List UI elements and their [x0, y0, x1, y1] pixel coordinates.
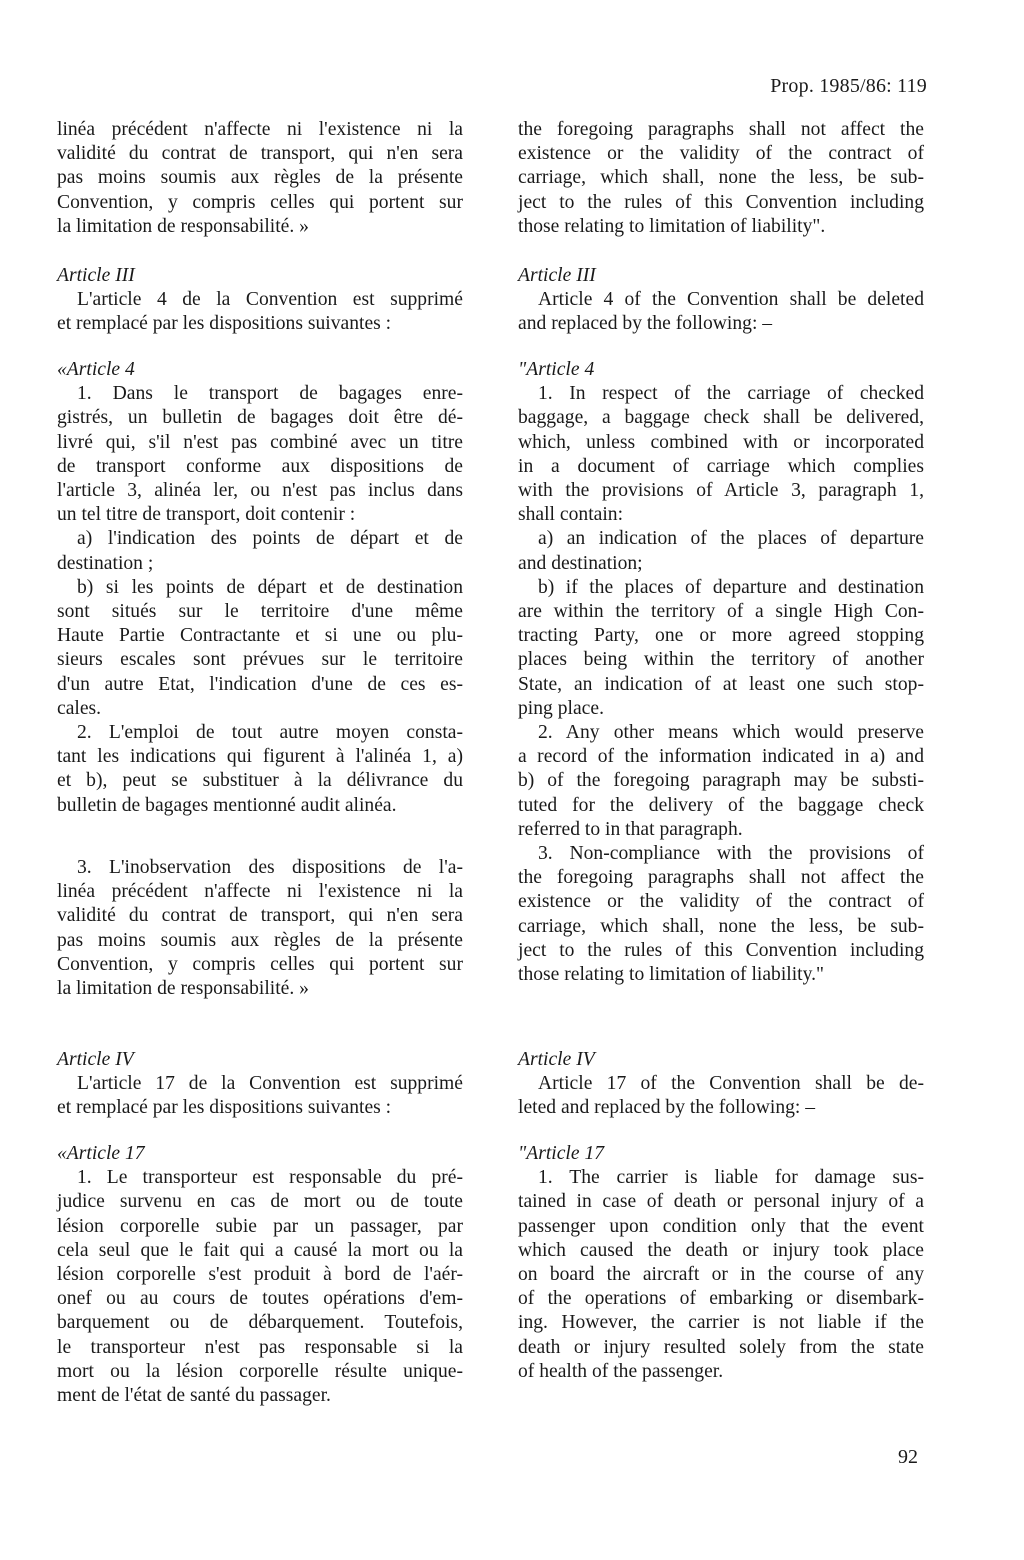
text-line: cales. [57, 697, 102, 719]
text-line: ing. However, the carrier is not liable if the [518, 1312, 924, 1334]
text-line: and destination; [518, 552, 643, 574]
text-line: a record of the information indicated in a) and [518, 746, 924, 768]
text-line: d'un autre Etat, l'indication d'une de ces es- [57, 673, 463, 695]
text-line: ject to the rules of this Convention including [518, 191, 924, 213]
text-line: 1. Dans le transport de bagages enre- [77, 383, 463, 405]
text-line: Convention, y compris celles qui portent sur [57, 191, 463, 213]
fr-continuation-block [57, 118, 463, 239]
fr-article-4 [57, 358, 463, 818]
text-line: 1. Le transporteur est responsable du pré- [77, 1167, 463, 1189]
text-line: cela seul que le fait qui a causé la mort ou la [57, 1239, 463, 1261]
text-line: livré qui, s'il n'est pas combiné avec un titre [57, 431, 463, 453]
text-line: lésion corporelle s'est produit à bord de l'aér- [57, 1264, 463, 1286]
text-line: places being within the territory of another [518, 649, 924, 671]
english-column [518, 118, 924, 239]
text-line: ject to the rules of this Convention including [518, 939, 924, 961]
text-line: le transporteur n'est pas responsable si la [57, 1336, 463, 1358]
text-line: of the operations of embarking or disembark- [518, 1288, 924, 1310]
text-line: barquement ou de débarquement. Toutefois, [57, 1312, 463, 1334]
text-line: 1. The carrier is liable for damage sus- [538, 1167, 924, 1189]
text-line: which caused the death or injury took place [518, 1239, 924, 1261]
text-line: tracting Party, one or more agreed stopping [518, 625, 924, 647]
text-line: b) si les points de départ et de destination [77, 576, 463, 598]
en-article-iv [518, 1048, 924, 1121]
text-line: carriage, which shall, none the less, be sub- [518, 915, 924, 937]
en-article-4 [518, 358, 924, 987]
text-line: pas moins soumis aux règles de la présente [57, 929, 463, 951]
text-line: those relating to limitation of liability". [518, 215, 826, 237]
text-line: 3. L'inobservation des dispositions de l'a- [77, 857, 463, 878]
text-line: which, unless combined with or incorporated [518, 431, 924, 453]
text-line: death or injury resulted solely from the state [518, 1336, 924, 1358]
text-line: referred to in that paragraph. [518, 818, 743, 840]
article-heading: "Article 17 [518, 1143, 605, 1164]
fr-article-iii [57, 264, 463, 337]
text-line: passenger upon condition only that the event [518, 1215, 924, 1237]
text-line: la limitation de responsabilité. » [57, 978, 309, 1000]
text-line: those relating to limitation of liability." [518, 964, 825, 986]
text-line: 2. Any other means which would preserve [538, 722, 924, 744]
fr-article-17 [57, 1142, 463, 1408]
text-line: et b), peut se substituer à la délivrance du [57, 770, 463, 792]
text-line: ment de l'état de santé du passager. [57, 1385, 331, 1407]
text-line: 3. Non-compliance with the provisions of [538, 843, 924, 865]
text-line: de transport conforme aux dispositions de [57, 455, 463, 477]
article-heading: «Article 4 [57, 359, 135, 380]
text-line: Haute Partie Contractante et si une ou plu- [57, 625, 463, 647]
text-line: pas moins soumis aux règles de la présente [57, 167, 463, 189]
text-line: bulletin de bagages mentionné audit alinéa. [57, 794, 397, 816]
text-line: mort ou la lésion corporelle résulte unique- [57, 1360, 463, 1382]
text-line: linéa précédent n'affecte ni l'existence ni la [57, 119, 463, 140]
text-line: Article 17 of the Convention shall be de- [538, 1073, 924, 1095]
text-line: tuted for the delivery of the baggage check [518, 794, 924, 816]
text-line: la limitation de responsabilité. » [57, 215, 309, 237]
text-line: the foregoing paragraphs shall not affect the [518, 119, 924, 140]
text-line: judice survenu en cas de mort ou de toute [57, 1191, 463, 1213]
text-line: and replaced by the following: – [518, 313, 773, 335]
french-column [57, 118, 463, 239]
text-line: validité du contrat de transport, qui n'en sera [57, 143, 463, 165]
text-line: 2. L'emploi de tout autre moyen consta- [77, 722, 463, 744]
text-line: existence or the validity of the contract of [518, 891, 924, 913]
en-article-iii [518, 264, 924, 337]
text-line: sont situés sur le territoire d'une même [57, 601, 463, 623]
text-line: L'article 4 de la Convention est supprimé [77, 289, 463, 311]
fr-article-iv [57, 1048, 463, 1121]
en-article-17 [518, 1142, 924, 1384]
text-line: l'article 3, alinéa ler, ou n'est pas inclus dans [57, 480, 463, 502]
text-line: on board the aircraft or in the course of any [518, 1264, 924, 1286]
text-line: existence or the validity of the contract of [518, 143, 924, 165]
text-line: shall contain: [518, 504, 624, 526]
text-line: in a document of carriage which complies [518, 455, 924, 477]
text-line: the foregoing paragraphs shall not affect the [518, 867, 924, 889]
text-line: State, an indication of at least one such stop- [518, 673, 924, 695]
article-heading: Article IV [518, 1049, 595, 1070]
article-heading: "Article 4 [518, 359, 595, 380]
running-header: Prop. 1985/86: 119 [770, 75, 927, 97]
text-line: b) of the foregoing paragraph may be substi- [518, 770, 924, 792]
article-heading: Article IV [57, 1049, 134, 1070]
text-line: et remplacé par les dispositions suivantes : [57, 1097, 392, 1119]
text-line: sieurs escales sont prévues sur le territoire [57, 649, 463, 671]
article-heading: Article III [518, 265, 596, 286]
text-line: ping place. [518, 697, 604, 719]
text-line: carriage, which shall, none the less, be sub- [518, 167, 924, 189]
page-number: 92 [898, 1446, 918, 1468]
text-line: linéa précédent n'affecte ni l'existence ni la [57, 881, 463, 903]
fr-article-4-para-3 [57, 856, 463, 1001]
text-line: gistrés, un bulletin de bagages doit être dé- [57, 407, 463, 429]
text-line: Article 4 of the Convention shall be deleted [538, 289, 924, 311]
text-line: a) l'indication des points de départ et de [77, 528, 463, 550]
text-line: leted and replaced by the following: – [518, 1097, 816, 1119]
text-line: of health of the passenger. [518, 1360, 724, 1382]
text-line: are within the territory of a single High Con- [518, 601, 924, 623]
text-line: validité du contrat de transport, qui n'en sera [57, 905, 463, 927]
text-line: with the provisions of Article 3, paragraph 1, [518, 480, 924, 502]
article-heading: «Article 17 [57, 1143, 145, 1164]
text-line: a) an indication of the places of departure [538, 528, 924, 550]
text-line: tant les indications qui figurent à l'alinéa 1, a) [57, 746, 463, 768]
text-line: destination ; [57, 552, 154, 574]
text-line: onef ou au cours de toutes opérations d'em- [57, 1288, 463, 1310]
article-heading: Article III [57, 265, 135, 286]
text-line: Convention, y compris celles qui portent sur [57, 953, 463, 975]
text-line: baggage, a baggage check shall be delivered, [518, 407, 924, 429]
text-line: lésion corporelle subie par un passager, par [57, 1215, 463, 1237]
text-line: et remplacé par les dispositions suivantes : [57, 313, 392, 335]
text-line: tained in case of death or personal injury of a [518, 1191, 924, 1213]
text-line: un tel titre de transport, doit contenir : [57, 504, 356, 526]
text-line: 1. In respect of the carriage of checked [538, 383, 924, 405]
en-continuation-block [518, 118, 924, 239]
text-line: L'article 17 de la Convention est supprimé [77, 1073, 463, 1095]
text-line: b) if the places of departure and destination [538, 576, 924, 598]
